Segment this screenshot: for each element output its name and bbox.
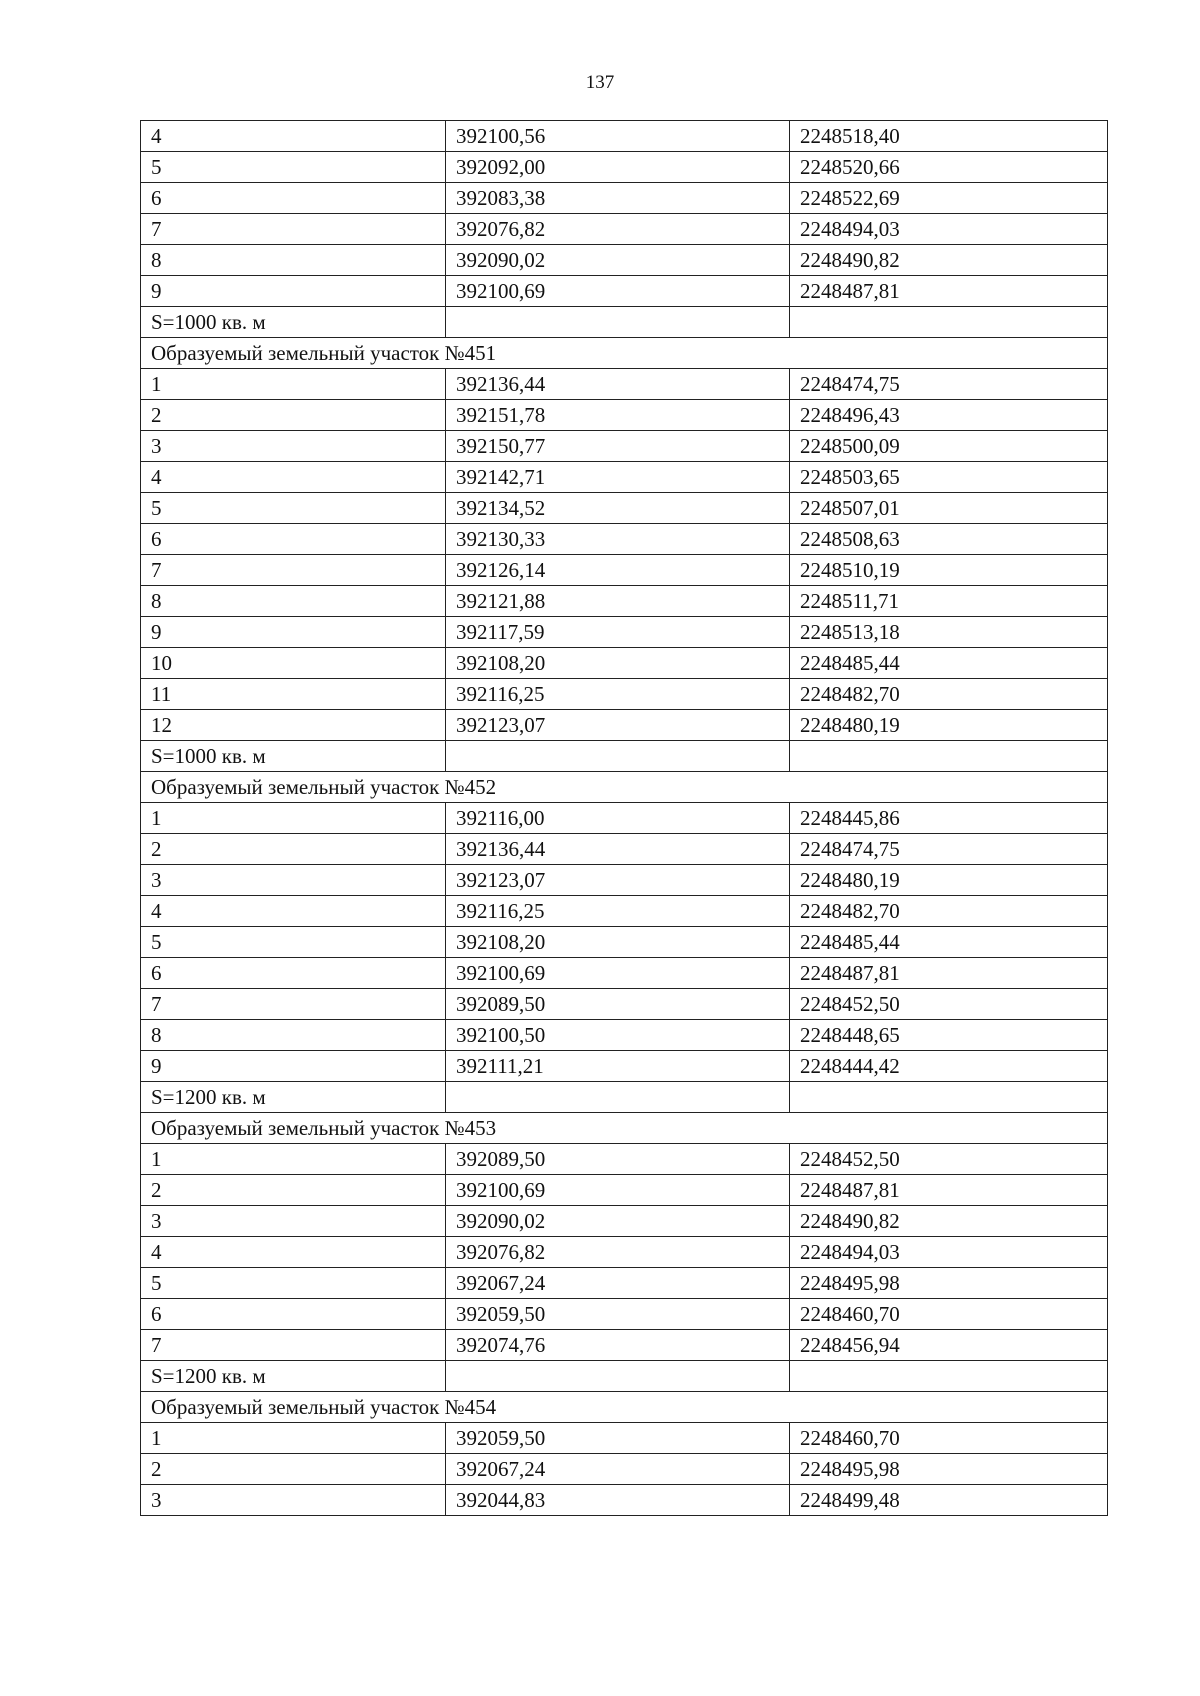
x-coordinate-cell: 392067,24 [446, 1454, 790, 1485]
point-row [141, 152, 1108, 183]
point-row [141, 617, 1108, 648]
point-number-cell: 12 [141, 710, 446, 741]
point-number-cell: 1 [141, 803, 446, 834]
point-number-cell: 5 [141, 152, 446, 183]
point-number-cell: 1 [141, 1144, 446, 1175]
y-coordinate-cell: 2248474,75 [790, 834, 1108, 865]
area-row [141, 1361, 1108, 1392]
y-coordinate-cell: 2248480,19 [790, 710, 1108, 741]
point-row [141, 400, 1108, 431]
point-number-cell: 11 [141, 679, 446, 710]
section-title: Образуемый земельный участок №453 [141, 1113, 1108, 1144]
coordinates-table-body [141, 121, 1108, 1516]
x-coordinate-cell: 392123,07 [446, 865, 790, 896]
x-coordinate-cell: 392151,78 [446, 400, 790, 431]
point-number-cell: 7 [141, 214, 446, 245]
y-coordinate-cell: 2248452,50 [790, 1144, 1108, 1175]
point-number-cell: 1 [141, 369, 446, 400]
area-cell: S=1200 кв. м [141, 1082, 446, 1113]
point-number-cell: 8 [141, 245, 446, 276]
x-coordinate-cell: 392100,69 [446, 1175, 790, 1206]
x-coordinate-cell: 392090,02 [446, 245, 790, 276]
y-coordinate-cell: 2248490,82 [790, 1206, 1108, 1237]
y-coordinate-cell: 2248487,81 [790, 958, 1108, 989]
point-row [141, 1268, 1108, 1299]
point-row [141, 276, 1108, 307]
y-coordinate-cell: 2248452,50 [790, 989, 1108, 1020]
x-coordinate-cell: 392126,14 [446, 555, 790, 586]
section-title: Образуемый земельный участок №452 [141, 772, 1108, 803]
point-row [141, 183, 1108, 214]
point-row [141, 586, 1108, 617]
point-row [141, 1051, 1108, 1082]
empty-cell [446, 307, 790, 338]
point-number-cell: 7 [141, 1330, 446, 1361]
x-coordinate-cell: 392090,02 [446, 1206, 790, 1237]
point-number-cell: 2 [141, 1454, 446, 1485]
y-coordinate-cell: 2248480,19 [790, 865, 1108, 896]
point-number-cell: 4 [141, 1237, 446, 1268]
point-row [141, 1454, 1108, 1485]
point-number-cell: 6 [141, 1299, 446, 1330]
area-cell: S=1200 кв. м [141, 1361, 446, 1392]
y-coordinate-cell: 2248495,98 [790, 1268, 1108, 1299]
point-row [141, 865, 1108, 896]
x-coordinate-cell: 392136,44 [446, 369, 790, 400]
coordinates-table [140, 120, 1108, 1516]
y-coordinate-cell: 2248508,63 [790, 524, 1108, 555]
x-coordinate-cell: 392092,00 [446, 152, 790, 183]
x-coordinate-cell: 392123,07 [446, 710, 790, 741]
point-row [141, 555, 1108, 586]
x-coordinate-cell: 392108,20 [446, 927, 790, 958]
point-number-cell: 3 [141, 1206, 446, 1237]
x-coordinate-cell: 392136,44 [446, 834, 790, 865]
x-coordinate-cell: 392142,71 [446, 462, 790, 493]
y-coordinate-cell: 2248444,42 [790, 1051, 1108, 1082]
point-row [141, 710, 1108, 741]
point-row [141, 989, 1108, 1020]
section-header-row [141, 1113, 1108, 1144]
point-number-cell: 10 [141, 648, 446, 679]
y-coordinate-cell: 2248487,81 [790, 1175, 1108, 1206]
y-coordinate-cell: 2248520,66 [790, 152, 1108, 183]
point-number-cell: 6 [141, 524, 446, 555]
x-coordinate-cell: 392083,38 [446, 183, 790, 214]
point-number-cell: 6 [141, 183, 446, 214]
x-coordinate-cell: 392044,83 [446, 1485, 790, 1516]
empty-cell [446, 1082, 790, 1113]
point-row [141, 1144, 1108, 1175]
y-coordinate-cell: 2248522,69 [790, 183, 1108, 214]
y-coordinate-cell: 2248482,70 [790, 896, 1108, 927]
empty-cell [790, 1361, 1108, 1392]
point-number-cell: 4 [141, 121, 446, 152]
point-row [141, 121, 1108, 152]
y-coordinate-cell: 2248511,71 [790, 586, 1108, 617]
y-coordinate-cell: 2248494,03 [790, 214, 1108, 245]
point-row [141, 493, 1108, 524]
point-row [141, 834, 1108, 865]
section-title: Образуемый земельный участок №451 [141, 338, 1108, 369]
point-number-cell: 7 [141, 989, 446, 1020]
y-coordinate-cell: 2248518,40 [790, 121, 1108, 152]
point-row [141, 927, 1108, 958]
x-coordinate-cell: 392076,82 [446, 214, 790, 245]
area-row [141, 741, 1108, 772]
x-coordinate-cell: 392116,00 [446, 803, 790, 834]
point-number-cell: 5 [141, 1268, 446, 1299]
x-coordinate-cell: 392121,88 [446, 586, 790, 617]
point-number-cell: 2 [141, 834, 446, 865]
point-row [141, 1206, 1108, 1237]
point-number-cell: 8 [141, 1020, 446, 1051]
point-row [141, 803, 1108, 834]
point-row [141, 1485, 1108, 1516]
x-coordinate-cell: 392089,50 [446, 1144, 790, 1175]
point-row [141, 958, 1108, 989]
y-coordinate-cell: 2248513,18 [790, 617, 1108, 648]
x-coordinate-cell: 392074,76 [446, 1330, 790, 1361]
point-row [141, 896, 1108, 927]
y-coordinate-cell: 2248485,44 [790, 927, 1108, 958]
x-coordinate-cell: 392134,52 [446, 493, 790, 524]
x-coordinate-cell: 392117,59 [446, 617, 790, 648]
page-number: 137 [585, 72, 615, 93]
point-number-cell: 9 [141, 1051, 446, 1082]
area-row [141, 1082, 1108, 1113]
x-coordinate-cell: 392067,24 [446, 1268, 790, 1299]
point-row [141, 1020, 1108, 1051]
point-row [141, 1299, 1108, 1330]
section-title: Образуемый земельный участок №454 [141, 1392, 1108, 1423]
x-coordinate-cell: 392116,25 [446, 679, 790, 710]
point-number-cell: 6 [141, 958, 446, 989]
y-coordinate-cell: 2248490,82 [790, 245, 1108, 276]
point-row [141, 462, 1108, 493]
y-coordinate-cell: 2248487,81 [790, 276, 1108, 307]
section-header-row [141, 772, 1108, 803]
y-coordinate-cell: 2248499,48 [790, 1485, 1108, 1516]
point-number-cell: 4 [141, 462, 446, 493]
x-coordinate-cell: 392108,20 [446, 648, 790, 679]
point-number-cell: 8 [141, 586, 446, 617]
area-cell: S=1000 кв. м [141, 307, 446, 338]
point-row [141, 1237, 1108, 1268]
x-coordinate-cell: 392100,50 [446, 1020, 790, 1051]
x-coordinate-cell: 392130,33 [446, 524, 790, 555]
point-row [141, 1330, 1108, 1361]
point-row [141, 524, 1108, 555]
point-number-cell: 3 [141, 431, 446, 462]
y-coordinate-cell: 2248482,70 [790, 679, 1108, 710]
x-coordinate-cell: 392116,25 [446, 896, 790, 927]
point-row [141, 679, 1108, 710]
x-coordinate-cell: 392059,50 [446, 1423, 790, 1454]
y-coordinate-cell: 2248496,43 [790, 400, 1108, 431]
y-coordinate-cell: 2248500,09 [790, 431, 1108, 462]
point-number-cell: 2 [141, 1175, 446, 1206]
x-coordinate-cell: 392076,82 [446, 1237, 790, 1268]
area-cell: S=1000 кв. м [141, 741, 446, 772]
empty-cell [446, 1361, 790, 1392]
point-row [141, 1423, 1108, 1454]
y-coordinate-cell: 2248494,03 [790, 1237, 1108, 1268]
y-coordinate-cell: 2248445,86 [790, 803, 1108, 834]
point-number-cell: 7 [141, 555, 446, 586]
y-coordinate-cell: 2248460,70 [790, 1299, 1108, 1330]
x-coordinate-cell: 392100,69 [446, 958, 790, 989]
y-coordinate-cell: 2248456,94 [790, 1330, 1108, 1361]
x-coordinate-cell: 392059,50 [446, 1299, 790, 1330]
point-row [141, 431, 1108, 462]
empty-cell [790, 307, 1108, 338]
y-coordinate-cell: 2248507,01 [790, 493, 1108, 524]
area-row [141, 307, 1108, 338]
x-coordinate-cell: 392100,69 [446, 276, 790, 307]
x-coordinate-cell: 392111,21 [446, 1051, 790, 1082]
y-coordinate-cell: 2248495,98 [790, 1454, 1108, 1485]
x-coordinate-cell: 392100,56 [446, 121, 790, 152]
y-coordinate-cell: 2248474,75 [790, 369, 1108, 400]
y-coordinate-cell: 2248460,70 [790, 1423, 1108, 1454]
y-coordinate-cell: 2248485,44 [790, 648, 1108, 679]
empty-cell [790, 741, 1108, 772]
section-header-row [141, 1392, 1108, 1423]
y-coordinate-cell: 2248448,65 [790, 1020, 1108, 1051]
empty-cell [790, 1082, 1108, 1113]
point-number-cell: 2 [141, 400, 446, 431]
point-number-cell: 9 [141, 276, 446, 307]
section-header-row [141, 338, 1108, 369]
point-row [141, 648, 1108, 679]
point-number-cell: 5 [141, 927, 446, 958]
point-row [141, 245, 1108, 276]
point-number-cell: 3 [141, 1485, 446, 1516]
y-coordinate-cell: 2248503,65 [790, 462, 1108, 493]
point-number-cell: 5 [141, 493, 446, 524]
x-coordinate-cell: 392150,77 [446, 431, 790, 462]
point-number-cell: 4 [141, 896, 446, 927]
empty-cell [446, 741, 790, 772]
y-coordinate-cell: 2248510,19 [790, 555, 1108, 586]
point-number-cell: 3 [141, 865, 446, 896]
point-row [141, 214, 1108, 245]
point-row [141, 369, 1108, 400]
point-row [141, 1175, 1108, 1206]
point-number-cell: 9 [141, 617, 446, 648]
x-coordinate-cell: 392089,50 [446, 989, 790, 1020]
point-number-cell: 1 [141, 1423, 446, 1454]
